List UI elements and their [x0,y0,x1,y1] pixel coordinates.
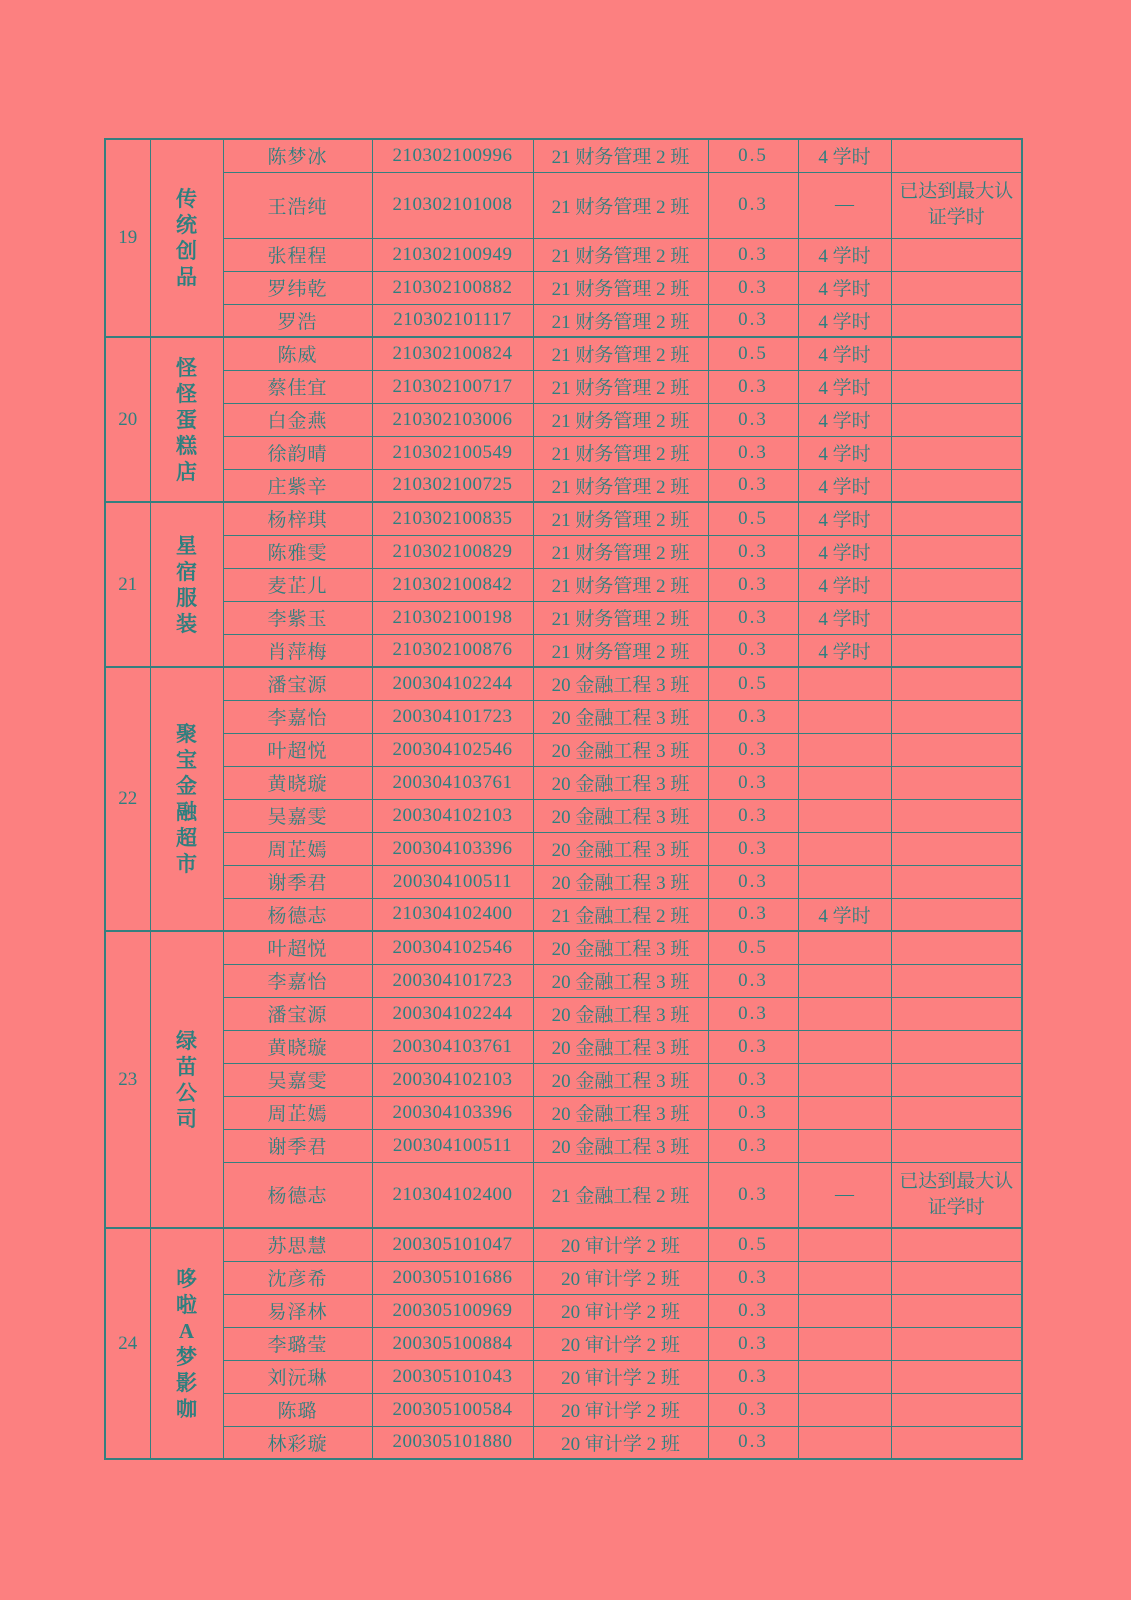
name-cell: 罗浩 [223,304,372,337]
note-cell [891,1129,1022,1162]
student-id-cell: 210302100882 [372,271,533,304]
group-name-cell [150,931,223,1228]
name-cell: 麦芷儿 [223,568,372,601]
class-name-cell: 21 财务管理 2 班 [533,568,708,601]
score-cell: 0.3 [708,1426,798,1459]
note-cell [891,1096,1022,1129]
score-cell: 0.3 [708,535,798,568]
note-cell [891,634,1022,667]
hours-cell [798,1129,891,1162]
student-id-cell: 200304103396 [372,1096,533,1129]
score-cell: 0.3 [708,1360,798,1393]
score-cell: 0.3 [708,1294,798,1327]
hours-cell [798,1228,891,1261]
student-id-cell: 210302100949 [372,238,533,271]
student-id-cell: 200304100511 [372,1129,533,1162]
student-id-cell: 200305101880 [372,1426,533,1459]
hours-cell: 4 学时 [798,238,891,271]
member-row [105,832,1022,865]
name-cell: 张程程 [223,238,372,271]
name-cell: 潘宝源 [223,997,372,1030]
note-cell [891,931,1022,964]
note-cell: 已达到最大认证学时 [891,172,1022,238]
name-cell: 陈璐 [223,1393,372,1426]
hours-cell: 4 学时 [798,271,891,304]
hours-cell [798,1426,891,1459]
student-id-cell: 200305100584 [372,1393,533,1426]
hours-cell [798,832,891,865]
note-cell [891,733,1022,766]
score-cell: 0.3 [708,766,798,799]
name-cell: 林彩璇 [223,1426,372,1459]
student-id-cell: 200304101723 [372,964,533,997]
member-row [105,1228,1022,1261]
class-name-cell: 21 财务管理 2 班 [533,436,708,469]
student-id-cell: 210302100842 [372,568,533,601]
note-cell [891,436,1022,469]
hours-cell [798,1063,891,1096]
note-cell [891,1261,1022,1294]
member-row [105,997,1022,1030]
hours-cell: 4 学时 [798,403,891,436]
score-cell: 0.3 [708,733,798,766]
hours-cell [798,1294,891,1327]
score-cell: 0.3 [708,799,798,832]
table-body [105,139,1022,1459]
student-id-cell: 200304102103 [372,1063,533,1096]
note-cell [891,568,1022,601]
name-cell: 周芷嫣 [223,1096,372,1129]
note-cell [891,964,1022,997]
student-id-cell: 210302101117 [372,304,533,337]
score-cell: 0.5 [708,931,798,964]
class-name-cell: 20 金融工程 3 班 [533,700,708,733]
hours-cell: 4 学时 [798,304,891,337]
note-cell [891,1030,1022,1063]
score-cell: 0.3 [708,634,798,667]
class-name-cell: 20 金融工程 3 班 [533,766,708,799]
hours-cell [798,733,891,766]
score-cell: 0.3 [708,1261,798,1294]
member-row [105,799,1022,832]
name-cell: 易泽林 [223,1294,372,1327]
score-cell: 0.5 [708,667,798,700]
class-name-cell: 20 金融工程 3 班 [533,964,708,997]
member-row [105,667,1022,700]
hours-cell [798,799,891,832]
hours-cell: 4 学时 [798,535,891,568]
note-cell [891,502,1022,535]
name-cell: 庄紫辛 [223,469,372,502]
class-name-cell: 21 财务管理 2 班 [533,469,708,502]
student-id-cell: 210302100717 [372,370,533,403]
score-cell: 0.3 [708,832,798,865]
member-row [105,634,1022,667]
group-name-vertical-text: 哆啦A梦影咖 [175,1266,197,1421]
name-cell: 陈威 [223,337,372,370]
score-cell: 0.3 [708,568,798,601]
note-cell [891,1426,1022,1459]
group-name-vertical-text: 星宿服装 [175,533,197,636]
member-row [105,271,1022,304]
name-cell: 肖萍梅 [223,634,372,667]
group-seq-cell: 19 [105,139,150,337]
name-cell: 杨梓琪 [223,502,372,535]
member-row [105,568,1022,601]
score-cell: 0.3 [708,1063,798,1096]
group-name-cell [150,667,223,931]
score-cell: 0.3 [708,865,798,898]
score-cell: 0.3 [708,271,798,304]
group-seq-cell: 20 [105,337,150,502]
member-row [105,766,1022,799]
score-cell: 0.3 [708,1393,798,1426]
group-name-vertical-text: 传统创品 [175,187,197,289]
note-cell [891,832,1022,865]
member-row [105,1129,1022,1162]
score-cell: 0.3 [708,238,798,271]
note-cell [891,865,1022,898]
class-name-cell: 20 金融工程 3 班 [533,1063,708,1096]
note-cell [891,1294,1022,1327]
hours-cell [798,964,891,997]
hours-cell: 4 学时 [798,139,891,172]
name-cell: 李璐莹 [223,1327,372,1360]
hours-cell [798,667,891,700]
student-id-cell: 200304102244 [372,997,533,1030]
class-name-cell: 21 财务管理 2 班 [533,271,708,304]
hours-cell [798,1327,891,1360]
student-id-cell: 210302100198 [372,601,533,634]
class-name-cell: 20 审计学 2 班 [533,1426,708,1459]
student-id-cell: 200305101043 [372,1360,533,1393]
member-row [105,436,1022,469]
student-id-cell: 210302100829 [372,535,533,568]
student-id-cell: 200304100511 [372,865,533,898]
name-cell: 李紫玉 [223,601,372,634]
member-row [105,1261,1022,1294]
student-id-cell: 210302100725 [372,469,533,502]
class-name-cell: 20 审计学 2 班 [533,1327,708,1360]
score-cell: 0.3 [708,403,798,436]
score-cell: 0.5 [708,139,798,172]
class-name-cell: 21 金融工程 2 班 [533,1162,708,1228]
hours-cell [798,700,891,733]
score-cell: 0.3 [708,601,798,634]
hours-cell: 4 学时 [798,502,891,535]
score-cell: 0.3 [708,436,798,469]
class-name-cell: 20 审计学 2 班 [533,1360,708,1393]
class-name-cell: 20 金融工程 3 班 [533,1129,708,1162]
score-cell: 0.3 [708,172,798,238]
member-row [105,502,1022,535]
note-cell [891,799,1022,832]
name-cell: 陈雅雯 [223,535,372,568]
name-cell: 杨德志 [223,1162,372,1228]
name-cell: 周芷嫣 [223,832,372,865]
score-cell: 0.3 [708,700,798,733]
class-name-cell: 20 金融工程 3 班 [533,832,708,865]
student-id-cell: 200304102103 [372,799,533,832]
student-id-cell: 200304101723 [372,700,533,733]
name-cell: 谢季君 [223,865,372,898]
name-cell: 白金燕 [223,403,372,436]
member-row [105,238,1022,271]
note-cell [891,403,1022,436]
member-row [105,1327,1022,1360]
name-cell: 吴嘉雯 [223,799,372,832]
hours-cell: 4 学时 [798,898,891,931]
name-cell: 叶超悦 [223,733,372,766]
hours-cell: 4 学时 [798,337,891,370]
note-cell [891,304,1022,337]
group-seq-cell: 22 [105,667,150,931]
student-id-cell: 210302100824 [372,337,533,370]
group-name-vertical-text: 聚宝金融超市 [175,722,197,876]
member-row [105,601,1022,634]
group-name-vertical-text: 绿苗公司 [175,1028,197,1131]
member-row [105,1096,1022,1129]
name-cell: 苏思慧 [223,1228,372,1261]
class-name-cell: 20 金融工程 3 班 [533,667,708,700]
group-seq-cell: 23 [105,931,150,1228]
name-cell: 黄晓璇 [223,766,372,799]
group-seq-cell: 24 [105,1228,150,1459]
hours-cell [798,1393,891,1426]
student-id-cell: 200305101047 [372,1228,533,1261]
hours-cell: — [798,172,891,238]
group-name-vertical-text: 怪怪蛋糕店 [175,355,197,484]
score-cell: 0.3 [708,469,798,502]
score-cell: 0.5 [708,1228,798,1261]
name-cell: 蔡佳宜 [223,370,372,403]
member-row [105,865,1022,898]
student-id-cell: 210304102400 [372,1162,533,1228]
hours-cell: 4 学时 [798,469,891,502]
score-cell: 0.3 [708,1129,798,1162]
class-name-cell: 20 审计学 2 班 [533,1261,708,1294]
name-cell: 罗纬乾 [223,271,372,304]
student-id-cell: 200305101686 [372,1261,533,1294]
class-name-cell: 21 财务管理 2 班 [533,601,708,634]
note-cell [891,1327,1022,1360]
student-id-cell: 200304102244 [372,667,533,700]
hours-cell [798,1261,891,1294]
note-cell [891,337,1022,370]
score-cell: 0.3 [708,1096,798,1129]
class-name-cell: 21 财务管理 2 班 [533,172,708,238]
score-cell: 0.3 [708,997,798,1030]
note-cell [891,1063,1022,1096]
group-seq-cell: 21 [105,502,150,667]
class-name-cell: 21 财务管理 2 班 [533,337,708,370]
class-name-cell: 20 金融工程 3 班 [533,997,708,1030]
student-id-cell: 200304103761 [372,766,533,799]
name-cell: 谢季君 [223,1129,372,1162]
class-name-cell: 21 财务管理 2 班 [533,139,708,172]
name-cell: 王浩纯 [223,172,372,238]
hours-cell [798,931,891,964]
member-row [105,1426,1022,1459]
score-cell: 0.3 [708,898,798,931]
student-id-cell: 210304102400 [372,898,533,931]
score-cell: 0.3 [708,370,798,403]
student-id-cell: 200305100969 [372,1294,533,1327]
student-id-cell: 210302103006 [372,403,533,436]
student-id-cell: 210302101008 [372,172,533,238]
class-name-cell: 21 财务管理 2 班 [533,403,708,436]
member-row [105,898,1022,931]
note-cell [891,1228,1022,1261]
note-cell [891,898,1022,931]
note-cell [891,469,1022,502]
class-name-cell: 20 金融工程 3 班 [533,799,708,832]
class-name-cell: 20 金融工程 3 班 [533,1096,708,1129]
member-row [105,1162,1022,1228]
member-row [105,733,1022,766]
member-row [105,1030,1022,1063]
member-row [105,535,1022,568]
hours-cell [798,865,891,898]
class-name-cell: 20 审计学 2 班 [533,1294,708,1327]
score-cell: 0.3 [708,964,798,997]
credit-allocation-table [104,138,1023,1460]
note-cell: 已达到最大认证学时 [891,1162,1022,1228]
name-cell: 李嘉怡 [223,964,372,997]
class-name-cell: 21 财务管理 2 班 [533,634,708,667]
member-row [105,1360,1022,1393]
hours-cell [798,1030,891,1063]
group-name-cell [150,1228,223,1459]
class-name-cell: 21 财务管理 2 班 [533,238,708,271]
note-cell [891,370,1022,403]
class-name-cell: 20 金融工程 3 班 [533,865,708,898]
member-row [105,964,1022,997]
note-cell [891,997,1022,1030]
name-cell: 沈彦希 [223,1261,372,1294]
student-id-cell: 210302100835 [372,502,533,535]
member-row [105,403,1022,436]
note-cell [891,766,1022,799]
note-cell [891,667,1022,700]
group-name-cell [150,139,223,337]
note-cell [891,1393,1022,1426]
class-name-cell: 20 审计学 2 班 [533,1393,708,1426]
hours-cell [798,766,891,799]
class-name-cell: 21 金融工程 2 班 [533,898,708,931]
hours-cell: 4 学时 [798,370,891,403]
name-cell: 陈梦冰 [223,139,372,172]
member-row [105,337,1022,370]
student-id-cell: 200304102546 [372,931,533,964]
hours-cell: 4 学时 [798,436,891,469]
note-cell [891,601,1022,634]
student-id-cell: 210302100876 [372,634,533,667]
name-cell: 叶超悦 [223,931,372,964]
member-row [105,172,1022,238]
score-cell: 0.3 [708,304,798,337]
note-cell [891,1360,1022,1393]
member-row [105,139,1022,172]
hours-cell [798,997,891,1030]
name-cell: 黄晓璇 [223,1030,372,1063]
hours-cell [798,1360,891,1393]
hours-cell: 4 学时 [798,634,891,667]
student-id-cell: 200304103761 [372,1030,533,1063]
member-row [105,1063,1022,1096]
note-cell [891,535,1022,568]
name-cell: 徐韵晴 [223,436,372,469]
class-name-cell: 21 财务管理 2 班 [533,370,708,403]
name-cell: 李嘉怡 [223,700,372,733]
member-row [105,304,1022,337]
member-row [105,1393,1022,1426]
score-cell: 0.3 [708,1030,798,1063]
member-row [105,469,1022,502]
student-id-cell: 210302100549 [372,436,533,469]
score-cell: 0.5 [708,502,798,535]
score-cell: 0.3 [708,1162,798,1228]
group-name-cell [150,337,223,502]
name-cell: 吴嘉雯 [223,1063,372,1096]
hours-cell: — [798,1162,891,1228]
note-cell [891,700,1022,733]
hours-cell: 4 学时 [798,568,891,601]
class-name-cell: 20 金融工程 3 班 [533,931,708,964]
student-id-cell: 210302100996 [372,139,533,172]
class-name-cell: 20 审计学 2 班 [533,1228,708,1261]
member-row [105,931,1022,964]
class-name-cell: 20 金融工程 3 班 [533,733,708,766]
note-cell [891,271,1022,304]
name-cell: 杨德志 [223,898,372,931]
class-name-cell: 21 财务管理 2 班 [533,304,708,337]
class-name-cell: 20 金融工程 3 班 [533,1030,708,1063]
hours-cell [798,1096,891,1129]
score-cell: 0.5 [708,337,798,370]
student-id-cell: 200304102546 [372,733,533,766]
name-cell: 刘沅琳 [223,1360,372,1393]
group-name-cell [150,502,223,667]
note-cell [891,238,1022,271]
class-name-cell: 21 财务管理 2 班 [533,502,708,535]
class-name-cell: 21 财务管理 2 班 [533,535,708,568]
member-row [105,370,1022,403]
hours-cell: 4 学时 [798,601,891,634]
member-row [105,1294,1022,1327]
member-row [105,700,1022,733]
note-cell [891,139,1022,172]
score-cell: 0.3 [708,1327,798,1360]
name-cell: 潘宝源 [223,667,372,700]
student-id-cell: 200304103396 [372,832,533,865]
student-id-cell: 200305100884 [372,1327,533,1360]
